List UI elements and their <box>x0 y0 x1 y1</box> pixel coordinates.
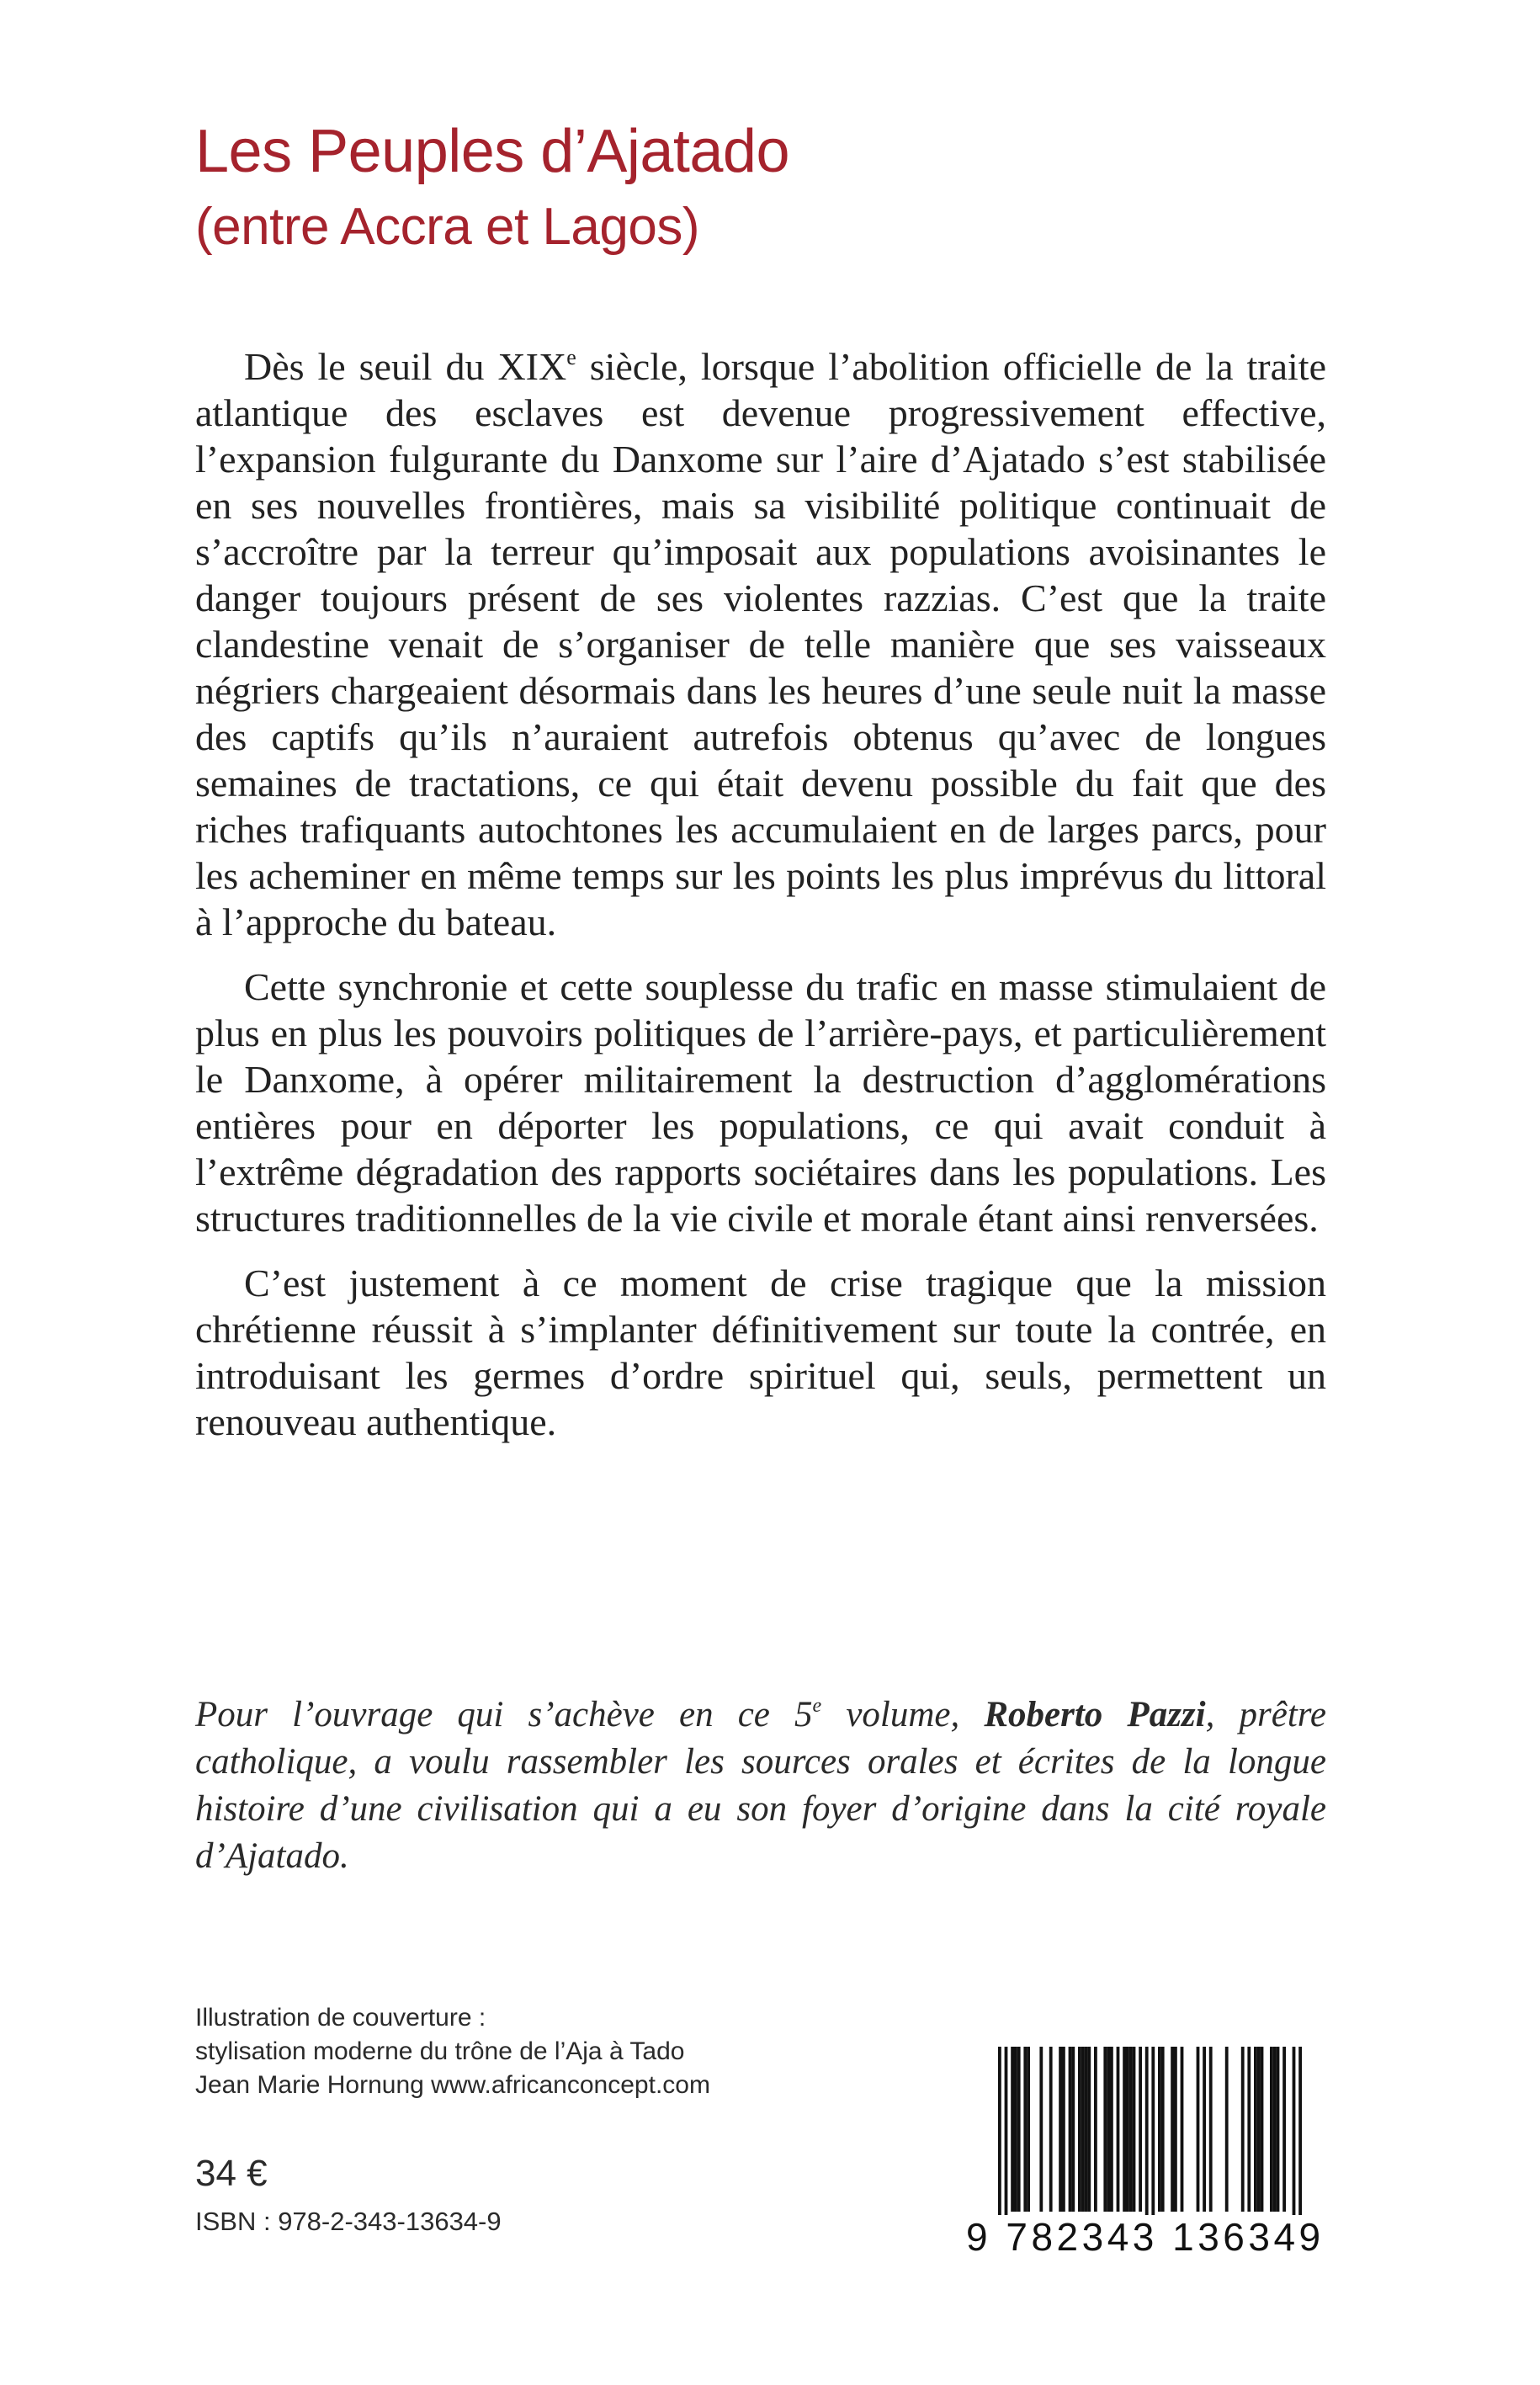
barcode-bar <box>1197 2047 1200 2212</box>
barcode-bar <box>1005 2047 1008 2215</box>
barcode-bar <box>1293 2047 1296 2215</box>
barcode-bars <box>966 2047 1325 2215</box>
barcode-bar <box>1171 2047 1174 2212</box>
barcode-bar <box>1085 2047 1088 2212</box>
author-note-start: Pour l’ouvrage qui s’achève en ce 5 <box>195 1695 813 1734</box>
author-note-mid: volume, <box>821 1695 985 1734</box>
barcode-bar <box>1257 2047 1261 2212</box>
barcode-bar <box>1049 2047 1053 2212</box>
author-note-rest: , prêtre catholique, a voulu rassembler les sources orales et écrites de la longue histoire d’une civilisation qui a eu son foyer d’origine dans la cité royale d’Ajatado. <box>195 1695 1326 1876</box>
barcode-bar <box>1273 2047 1277 2212</box>
barcode-bar <box>1145 2047 1149 2215</box>
barcode-bar <box>1126 2047 1129 2212</box>
barcode-bar <box>1011 2047 1014 2212</box>
barcode-bar <box>1158 2047 1161 2212</box>
barcode-bar <box>1209 2047 1213 2212</box>
barcode-bar <box>1247 2047 1251 2212</box>
barcode-bar <box>998 2047 1001 2215</box>
blurb-paragraph-3: C’est justement à ce moment de crise tragique que la mission chrétienne réussit à s’implanter définitivement sur toute la contrée, en introduisant les germes d’ordre spirituel qui, seuls, permettent un renouveau authentique. <box>195 1262 1326 1443</box>
book-subtitle: (entre Accra et Lagos) <box>195 198 699 256</box>
credits-line-2: stylisation moderne du trône de l’Aja à Tado <box>195 2037 685 2065</box>
barcode-bar <box>1298 2047 1302 2215</box>
barcode-bar <box>1017 2047 1021 2212</box>
barcode-bar <box>1129 2047 1133 2212</box>
barcode-bar <box>1203 2047 1206 2212</box>
barcode-bar <box>1241 2047 1245 2212</box>
barcode-bar <box>1107 2047 1110 2212</box>
barcode-bar <box>1014 2047 1017 2212</box>
barcode-bar <box>1094 2047 1097 2212</box>
blurb-p1-rest: siècle, lorsque l’abolition officielle de la traite atlantique des esclaves est devenue progressivement effective, l’expansion fulgurante du Danxome sur l’aire d’Ajatado s’est stabilisée en ses nouvelles frontières, mais sa visibilité politique continuait de s’accroître par la terreur qu’imposait aux populations avoisinantes le danger toujours présent de ses violentes razzias. C’est que la traite clandestine venait de s’organiser de telle manière que ses vaisseaux négriers chargeaient désormais dans les heures d’une seule nuit la masse des captifs qu’ils n’auraient autrefois obtenus qu’avec de longues semaines de tractations, ce qui était devenu possible du fait que des riches trafiquants autochtones les accumulaient en de larges parcs, pour les acheminer en même temps sur les points les plus imprévus du littoral à l’approche du bateau. <box>195 345 1326 943</box>
barcode-bar <box>1151 2047 1155 2215</box>
blurb-paragraph-2: Cette synchronie et cette souplesse du trafic en masse stimulaient de plus en plus les pouvoirs politiques de l’arrière-pays, et particulièrement le Danxome, à opérer militairement la destruction d’agglomérations entières pour en déporter les populations, ce qui avait conduit à l’extrême dégradation des rapports sociétaires dans les populations. Les structures traditionnelles de la vie civile et morale étant ainsi renversées. <box>195 965 1326 1240</box>
author-name: Roberto Pazzi <box>984 1695 1206 1734</box>
barcode-bar <box>1277 2047 1280 2212</box>
barcode-bar <box>1181 2047 1184 2212</box>
barcode-bar <box>1023 2047 1027 2212</box>
blurb <box>195 343 1326 1463</box>
author-note <box>195 1692 1326 1880</box>
credits-line-1: Illustration de couverture : <box>195 2004 486 2032</box>
barcode-bar <box>1081 2047 1085 2212</box>
barcode-bar <box>1133 2047 1136 2212</box>
barcode-bar <box>1087 2047 1091 2212</box>
isbn: ISBN : 978-2-343-13634-9 <box>195 2207 502 2236</box>
barcode-digits: 9 782343 136349 <box>966 2215 1325 2259</box>
barcode-bar <box>1123 2047 1126 2212</box>
barcode-bar <box>1103 2047 1107 2212</box>
barcode-bar <box>1039 2047 1043 2212</box>
credits-line-3: Jean Marie Hornung www.africanconcept.com <box>195 2071 710 2099</box>
barcode-bar <box>1139 2047 1142 2212</box>
barcode-bar <box>1071 2047 1075 2212</box>
book-title: Les Peuples d’Ajatado <box>195 118 790 185</box>
barcode-bar <box>1117 2047 1120 2212</box>
barcode-bar <box>1225 2047 1229 2212</box>
barcode-bar <box>1062 2047 1065 2212</box>
barcode-bar <box>1069 2047 1072 2212</box>
barcode-bar <box>1174 2047 1177 2212</box>
barcode-bar <box>1282 2047 1286 2212</box>
blurb-p1-superscript: e <box>566 345 576 369</box>
blurb-paragraph-1 <box>195 343 1326 945</box>
price: 34 € <box>195 2153 268 2194</box>
cover-credits <box>195 2001 710 2102</box>
author-note-superscript: e <box>812 1695 822 1717</box>
barcode-bar <box>1254 2047 1257 2212</box>
blurb-p1-start: Dès le seuil du XIX <box>244 345 567 388</box>
barcode-bar <box>1059 2047 1062 2212</box>
barcode-bar <box>1261 2047 1264 2212</box>
barcode-bar <box>1161 2047 1165 2212</box>
barcode <box>966 2047 1325 2259</box>
barcode-bar <box>1078 2047 1081 2212</box>
barcode-bar <box>1270 2047 1273 2212</box>
barcode-bar <box>1027 2047 1030 2212</box>
barcode-bar <box>1110 2047 1113 2212</box>
